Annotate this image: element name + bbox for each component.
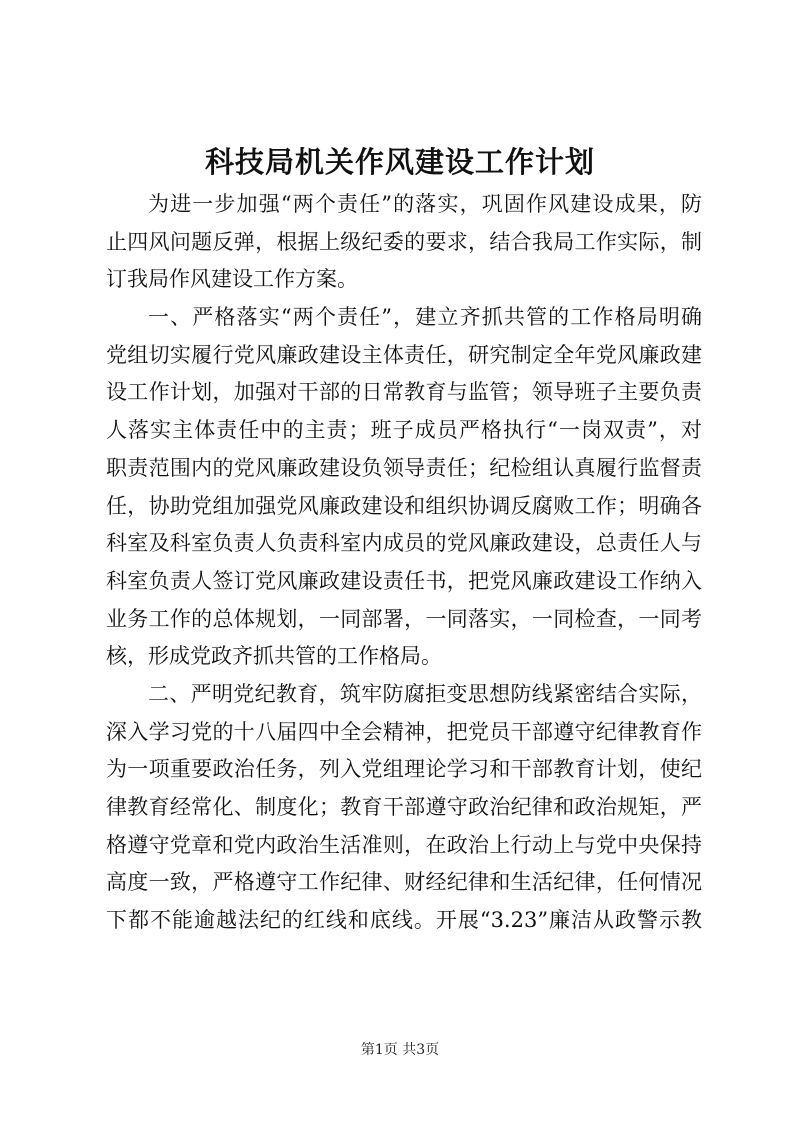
paragraph-line: 设工作计划，加强对干部的日常教育与监管；领导班子主要负责 — [106, 380, 702, 405]
paragraph-line: 党组切实履行党风廉政建设主体责任，研究制定全年党风廉政建 — [106, 342, 702, 367]
paragraph-line: 为进一步加强“两个责任”的落实，巩固作风建设成果，防 — [148, 192, 702, 216]
paragraph-line: 格遵守党章和党内政治生活准则，在政治上行动上与党中央保持 — [106, 832, 702, 857]
paragraph-line: 二、严明党纪教育，筑牢防腐拒变思想防线紧密结合实际， — [148, 681, 702, 706]
paragraph-line: 深入学习党的十八届四中全会精神，把党员干部遵守纪律教育作 — [106, 719, 702, 744]
paragraph-line: 下都不能逾越法纪的红线和底线。开展“3.23”廉洁从政警示教 — [106, 908, 702, 933]
paragraph-line: 一、严格落实“两个责任”，建立齐抓共管的工作格局明确 — [148, 305, 702, 330]
document-title: 科技局机关作风建设工作计划 — [204, 145, 595, 179]
paragraph-line: 职责范围内的党风廉政建设负领导责任；纪检组认真履行监督责 — [106, 455, 702, 480]
paragraph-line: 律教育经常化、制度化；教育干部遵守政治纪律和政治规矩，严 — [106, 795, 702, 819]
paragraph-line: 人落实主体责任中的主责；班子成员严格执行“一岗双责”，对 — [106, 418, 702, 443]
paragraph-line: 订我局作风建设工作方案。 — [106, 267, 358, 292]
paragraph-line: 科室及科室负责人负责科室内成员的党风廉政建设，总责任人与 — [106, 531, 702, 556]
page-footer: 第1页 共3页 — [360, 1042, 440, 1058]
paragraph-line: 核，形成党政齐抓共管的工作格局。 — [106, 644, 442, 669]
paragraph-line: 任，协助党组加强党风廉政建设和组织协调反腐败工作；明确各 — [106, 493, 702, 518]
paragraph-line: 高度一致，严格遵守工作纪律、财经纪律和生活纪律，任何情况 — [106, 870, 702, 895]
paragraph-line: 止四风问题反弹，根据上级纪委的要求，结合我局工作实际，制 — [106, 229, 702, 254]
paragraph-line: 为一项重要政治任务，列入党组理论学习和干部教育计划，使纪 — [106, 757, 702, 782]
paragraph-line: 科室负责人签订党风廉政建设责任书，把党风廉政建设工作纳入 — [106, 568, 702, 593]
paragraph-line: 业务工作的总体规划，一同部署，一同落实，一同检查，一同考 — [106, 606, 702, 631]
document-body — [106, 186, 702, 940]
